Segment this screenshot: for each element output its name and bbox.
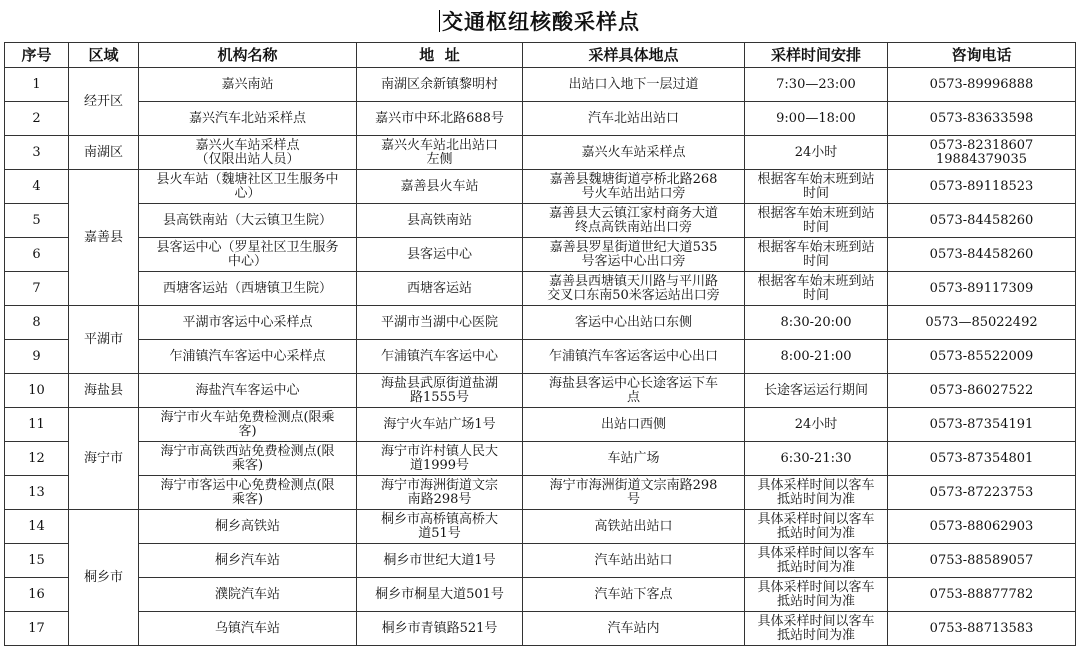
table-row (5, 136, 1076, 170)
sampling-sites-table (4, 42, 1076, 646)
cell-name: 县火车站（魏塘社区卫生服务中 心） (139, 170, 357, 204)
cell-address: 嘉善县火车站 (357, 170, 523, 204)
cell-no: 14 (5, 510, 69, 544)
cell-place: 嘉兴火车站采样点 (523, 136, 745, 170)
cell-time: 根据客车始末班到站 时间 (745, 238, 888, 272)
cell-address: 西塘客运站 (357, 272, 523, 306)
table-row (5, 340, 1076, 374)
cell-address: 南湖区余新镇黎明村 (357, 68, 523, 102)
header-region: 区域 (69, 43, 139, 68)
cell-address: 平湖市当湖中心医院 (357, 306, 523, 340)
page-title-text: 交通枢纽核酸采样点 (442, 10, 640, 34)
cell-address: 海宁火车站广场1号 (357, 408, 523, 442)
cell-place: 汽车站出站口 (523, 544, 745, 578)
cell-time: 9:00—18:00 (745, 102, 888, 136)
cell-place: 海盐县客运中心长途客运下车 点 (523, 374, 745, 408)
header-no: 序号 (5, 43, 69, 68)
header-time: 采样时间安排 (745, 43, 888, 68)
cell-name: 嘉兴汽车北站采样点 (139, 102, 357, 136)
cell-phone: 0573-86027522 (888, 374, 1076, 408)
cell-place: 嘉善县魏塘街道亭桥北路268 号火车站出站口旁 (523, 170, 745, 204)
table-row (5, 238, 1076, 272)
cell-no: 6 (5, 238, 69, 272)
table-row (5, 442, 1076, 476)
cell-time: 长途客运运行期间 (745, 374, 888, 408)
cell-place: 出站口西侧 (523, 408, 745, 442)
cell-phone: 0573-89996888 (888, 68, 1076, 102)
cell-place: 高铁站出站口 (523, 510, 745, 544)
cell-address: 嘉兴火车站北出站口 左侧 (357, 136, 523, 170)
text-cursor (439, 10, 440, 32)
cell-time: 根据客车始末班到站 时间 (745, 204, 888, 238)
cell-address: 桐乡市高桥镇高桥大 道51号 (357, 510, 523, 544)
table-row (5, 68, 1076, 102)
cell-place: 海宁市海洲街道文宗南路298 号 (523, 476, 745, 510)
cell-name: 乌镇汽车站 (139, 612, 357, 646)
cell-phone: 0573-87354191 (888, 408, 1076, 442)
cell-phone: 0573-89117309 (888, 272, 1076, 306)
header-phone: 咨询电话 (888, 43, 1076, 68)
cell-address: 桐乡市桐星大道501号 (357, 578, 523, 612)
cell-address: 桐乡市青镇路521号 (357, 612, 523, 646)
cell-phone: 0753-88877782 (888, 578, 1076, 612)
cell-phone: 0573-87354801 (888, 442, 1076, 476)
cell-name: 海宁市火车站免费检测点(限乘 客) (139, 408, 357, 442)
header-place: 采样具体地点 (523, 43, 745, 68)
cell-no: 9 (5, 340, 69, 374)
title-area (0, 0, 1079, 42)
cell-time: 8:30-20:00 (745, 306, 888, 340)
cell-address: 海宁市许村镇人民大 道1999号 (357, 442, 523, 476)
cell-time: 24小时 (745, 136, 888, 170)
cell-address: 县客运中心 (357, 238, 523, 272)
cell-no: 8 (5, 306, 69, 340)
cell-place: 嘉善县大云镇江家村商务大道 终点高铁南站出口旁 (523, 204, 745, 238)
cell-place: 汽车站内 (523, 612, 745, 646)
cell-phone: 0573-85522009 (888, 340, 1076, 374)
table-body (5, 68, 1076, 646)
cell-region: 桐乡市 (69, 510, 139, 646)
cell-place: 汽车北站出站口 (523, 102, 745, 136)
cell-place: 出站口入地下一层过道 (523, 68, 745, 102)
cell-phone: 0753-88713583 (888, 612, 1076, 646)
cell-region: 南湖区 (69, 136, 139, 170)
cell-address: 嘉兴市中环北路688号 (357, 102, 523, 136)
cell-no: 2 (5, 102, 69, 136)
cell-region: 海宁市 (69, 408, 139, 510)
cell-region: 嘉善县 (69, 170, 139, 306)
cell-no: 4 (5, 170, 69, 204)
cell-phone: 0573—85022492 (888, 306, 1076, 340)
cell-name: 乍浦镇汽车客运中心采样点 (139, 340, 357, 374)
cell-place: 乍浦镇汽车客运客运中心出口 (523, 340, 745, 374)
cell-time: 7:30—23:00 (745, 68, 888, 102)
table-row (5, 272, 1076, 306)
header-row (5, 43, 1076, 68)
table-row (5, 102, 1076, 136)
cell-name: 平湖市客运中心采样点 (139, 306, 357, 340)
header-address: 地 址 (357, 43, 523, 68)
cell-time: 6:30-21:30 (745, 442, 888, 476)
cell-name: 海盐汽车客运中心 (139, 374, 357, 408)
cell-place: 车站广场 (523, 442, 745, 476)
cell-name: 桐乡汽车站 (139, 544, 357, 578)
cell-time: 8:00-21:00 (745, 340, 888, 374)
cell-name: 县客运中心（罗星社区卫生服务 中心） (139, 238, 357, 272)
cell-no: 7 (5, 272, 69, 306)
table-row (5, 170, 1076, 204)
table-row (5, 544, 1076, 578)
cell-no: 17 (5, 612, 69, 646)
table-row (5, 510, 1076, 544)
table-row (5, 374, 1076, 408)
cell-place: 嘉善县西塘镇天川路与平川路 交叉口东南50米客运站出口旁 (523, 272, 745, 306)
cell-region: 平湖市 (69, 306, 139, 374)
cell-region: 海盐县 (69, 374, 139, 408)
cell-phone: 0573-88062903 (888, 510, 1076, 544)
cell-name: 海宁市客运中心免费检测点(限 乘客) (139, 476, 357, 510)
cell-name: 西塘客运站（西塘镇卫生院） (139, 272, 357, 306)
cell-phone: 0573-87223753 (888, 476, 1076, 510)
page-title (0, 6, 1079, 36)
cell-address: 县高铁南站 (357, 204, 523, 238)
table-row (5, 204, 1076, 238)
header-name: 机构名称 (139, 43, 357, 68)
cell-no: 16 (5, 578, 69, 612)
cell-phone: 0573-82318607 19884379035 (888, 136, 1076, 170)
cell-time: 具体采样时间以客车 抵站时间为准 (745, 578, 888, 612)
cell-name: 县高铁南站（大云镇卫生院） (139, 204, 357, 238)
cell-name: 嘉兴南站 (139, 68, 357, 102)
cell-place: 嘉善县罗星街道世纪大道535 号客运中心出口旁 (523, 238, 745, 272)
cell-phone: 0573-83633598 (888, 102, 1076, 136)
cell-address: 海盐县武原街道盐湖 路1555号 (357, 374, 523, 408)
cell-no: 11 (5, 408, 69, 442)
table-row (5, 578, 1076, 612)
cell-no: 3 (5, 136, 69, 170)
cell-no: 10 (5, 374, 69, 408)
cell-time: 具体采样时间以客车 抵站时间为准 (745, 612, 888, 646)
table-row (5, 612, 1076, 646)
cell-no: 1 (5, 68, 69, 102)
cell-time: 具体采样时间以客车 抵站时间为准 (745, 510, 888, 544)
cell-place: 客运中心出站口东侧 (523, 306, 745, 340)
table-row (5, 306, 1076, 340)
cell-time: 24小时 (745, 408, 888, 442)
cell-name: 海宁市高铁西站免费检测点(限 乘客) (139, 442, 357, 476)
table-row (5, 476, 1076, 510)
cell-no: 15 (5, 544, 69, 578)
cell-time: 根据客车始末班到站 时间 (745, 170, 888, 204)
cell-name: 桐乡高铁站 (139, 510, 357, 544)
cell-phone: 0573-84458260 (888, 204, 1076, 238)
cell-address: 乍浦镇汽车客运中心 (357, 340, 523, 374)
cell-region: 经开区 (69, 68, 139, 136)
cell-phone: 0573-84458260 (888, 238, 1076, 272)
table-row (5, 408, 1076, 442)
cell-no: 5 (5, 204, 69, 238)
cell-no: 12 (5, 442, 69, 476)
cell-time: 具体采样时间以客车 抵站时间为准 (745, 544, 888, 578)
cell-address: 海宁市海洲街道文宗 南路298号 (357, 476, 523, 510)
cell-no: 13 (5, 476, 69, 510)
cell-time: 根据客车始末班到站 时间 (745, 272, 888, 306)
cell-address: 桐乡市世纪大道1号 (357, 544, 523, 578)
cell-time: 具体采样时间以客车 抵站时间为准 (745, 476, 888, 510)
cell-place: 汽车站下客点 (523, 578, 745, 612)
cell-phone: 0753-88589057 (888, 544, 1076, 578)
cell-phone: 0573-89118523 (888, 170, 1076, 204)
cell-name: 嘉兴火车站采样点 （仅限出站人员） (139, 136, 357, 170)
cell-name: 濮院汽车站 (139, 578, 357, 612)
